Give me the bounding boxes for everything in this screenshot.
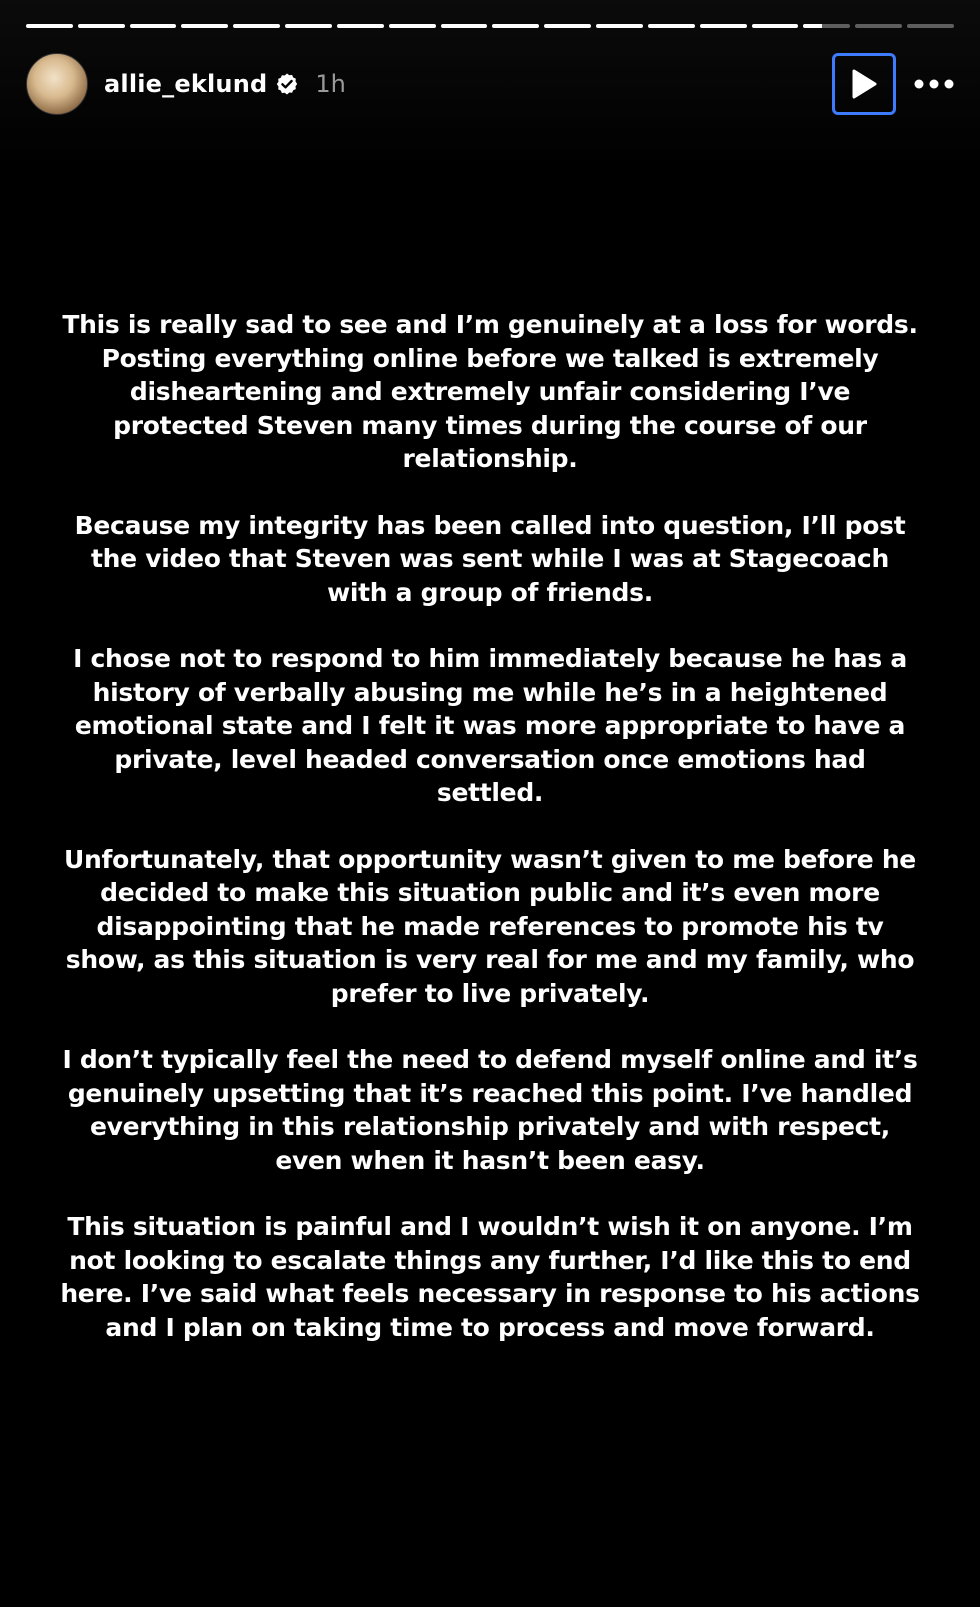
username[interactable]: allie_eklund [104,70,268,98]
story-paragraph: This is really sad to see and I’m genuinely at a loss for words. Posting everything online before we talked is extremely disheartening and extremely unfair considering I’ve protected Steven many times during the course of our relationship. [62,310,918,473]
story-progress-segment [181,24,228,28]
play-button[interactable] [832,53,896,115]
story-progress-fill [803,24,822,28]
story-progress-fill [78,24,125,28]
story-progress-segment [752,24,799,28]
story-progress-bar [26,24,954,30]
story-header [26,52,954,116]
story-progress-segment [233,24,280,28]
story-text [60,308,920,1377]
avatar[interactable] [26,53,88,115]
story-progress-segment [544,24,591,28]
story-progress-segment [700,24,747,28]
story-progress-segment [130,24,177,28]
story-progress-fill [544,24,591,28]
story-progress-fill [337,24,384,28]
story-progress-fill [700,24,747,28]
story-progress-segment [855,24,902,28]
story-progress-fill [752,24,799,28]
more-options-button[interactable] [914,64,954,104]
verified-badge-icon [275,72,299,96]
play-icon [849,68,879,100]
story-progress-fill [596,24,643,28]
story-progress-fill [441,24,488,28]
story-paragraph: I chose not to respond to him immediately because he has a history of verbally abusing me while he’s in a heightened emotional state and I felt it was more appropriate to have a private, level headed conversation once emotions had settled. [73,644,907,807]
story-progress-segment [907,24,954,28]
post-time: 1h [315,70,346,98]
story-progress-segment [648,24,695,28]
story-progress-fill [130,24,177,28]
story-progress-segment [78,24,125,28]
story-progress-fill [648,24,695,28]
story-progress-fill [233,24,280,28]
story-progress-segment [389,24,436,28]
story-progress-fill [181,24,228,28]
story-progress-segment [26,24,73,28]
story-paragraph: Unfortunately, that opportunity wasn’t given to me before he decided to make this situation public and it’s even more disappointing that he made references to promote his tv show, as this situation is very real for me and my family, who prefer to live privately. [64,844,916,1008]
story-progress-fill [492,24,539,28]
story-progress-segment [803,24,850,28]
more-dots-icon [914,79,954,89]
story-progress-segment [285,24,332,28]
story-progress-segment [441,24,488,28]
story-progress-segment [596,24,643,28]
story-progress-fill [26,24,73,28]
story-progress-segment [337,24,384,28]
story-progress-fill [389,24,436,28]
story-paragraph: I don’t typically feel the need to defend myself online and it’s genuinely upsetting that it’s reached this point. I’ve handled everything in this relationship privately and with respect, even when it hasn’t been easy. [62,1045,918,1175]
story-paragraph: This situation is painful and I wouldn’t wish it on anyone. I’m not looking to escalate things any further, I’d like this to end here. I’ve said what feels necessary in response to his actions and I plan on taking time to process and move forward. [60,1212,920,1342]
story-paragraph: Because my integrity has been called into question, I’ll post the video that Steven was sent while I was at Stagecoach with a group of friends. [74,510,906,607]
story-progress-segment [492,24,539,28]
story-progress-fill [285,24,332,28]
